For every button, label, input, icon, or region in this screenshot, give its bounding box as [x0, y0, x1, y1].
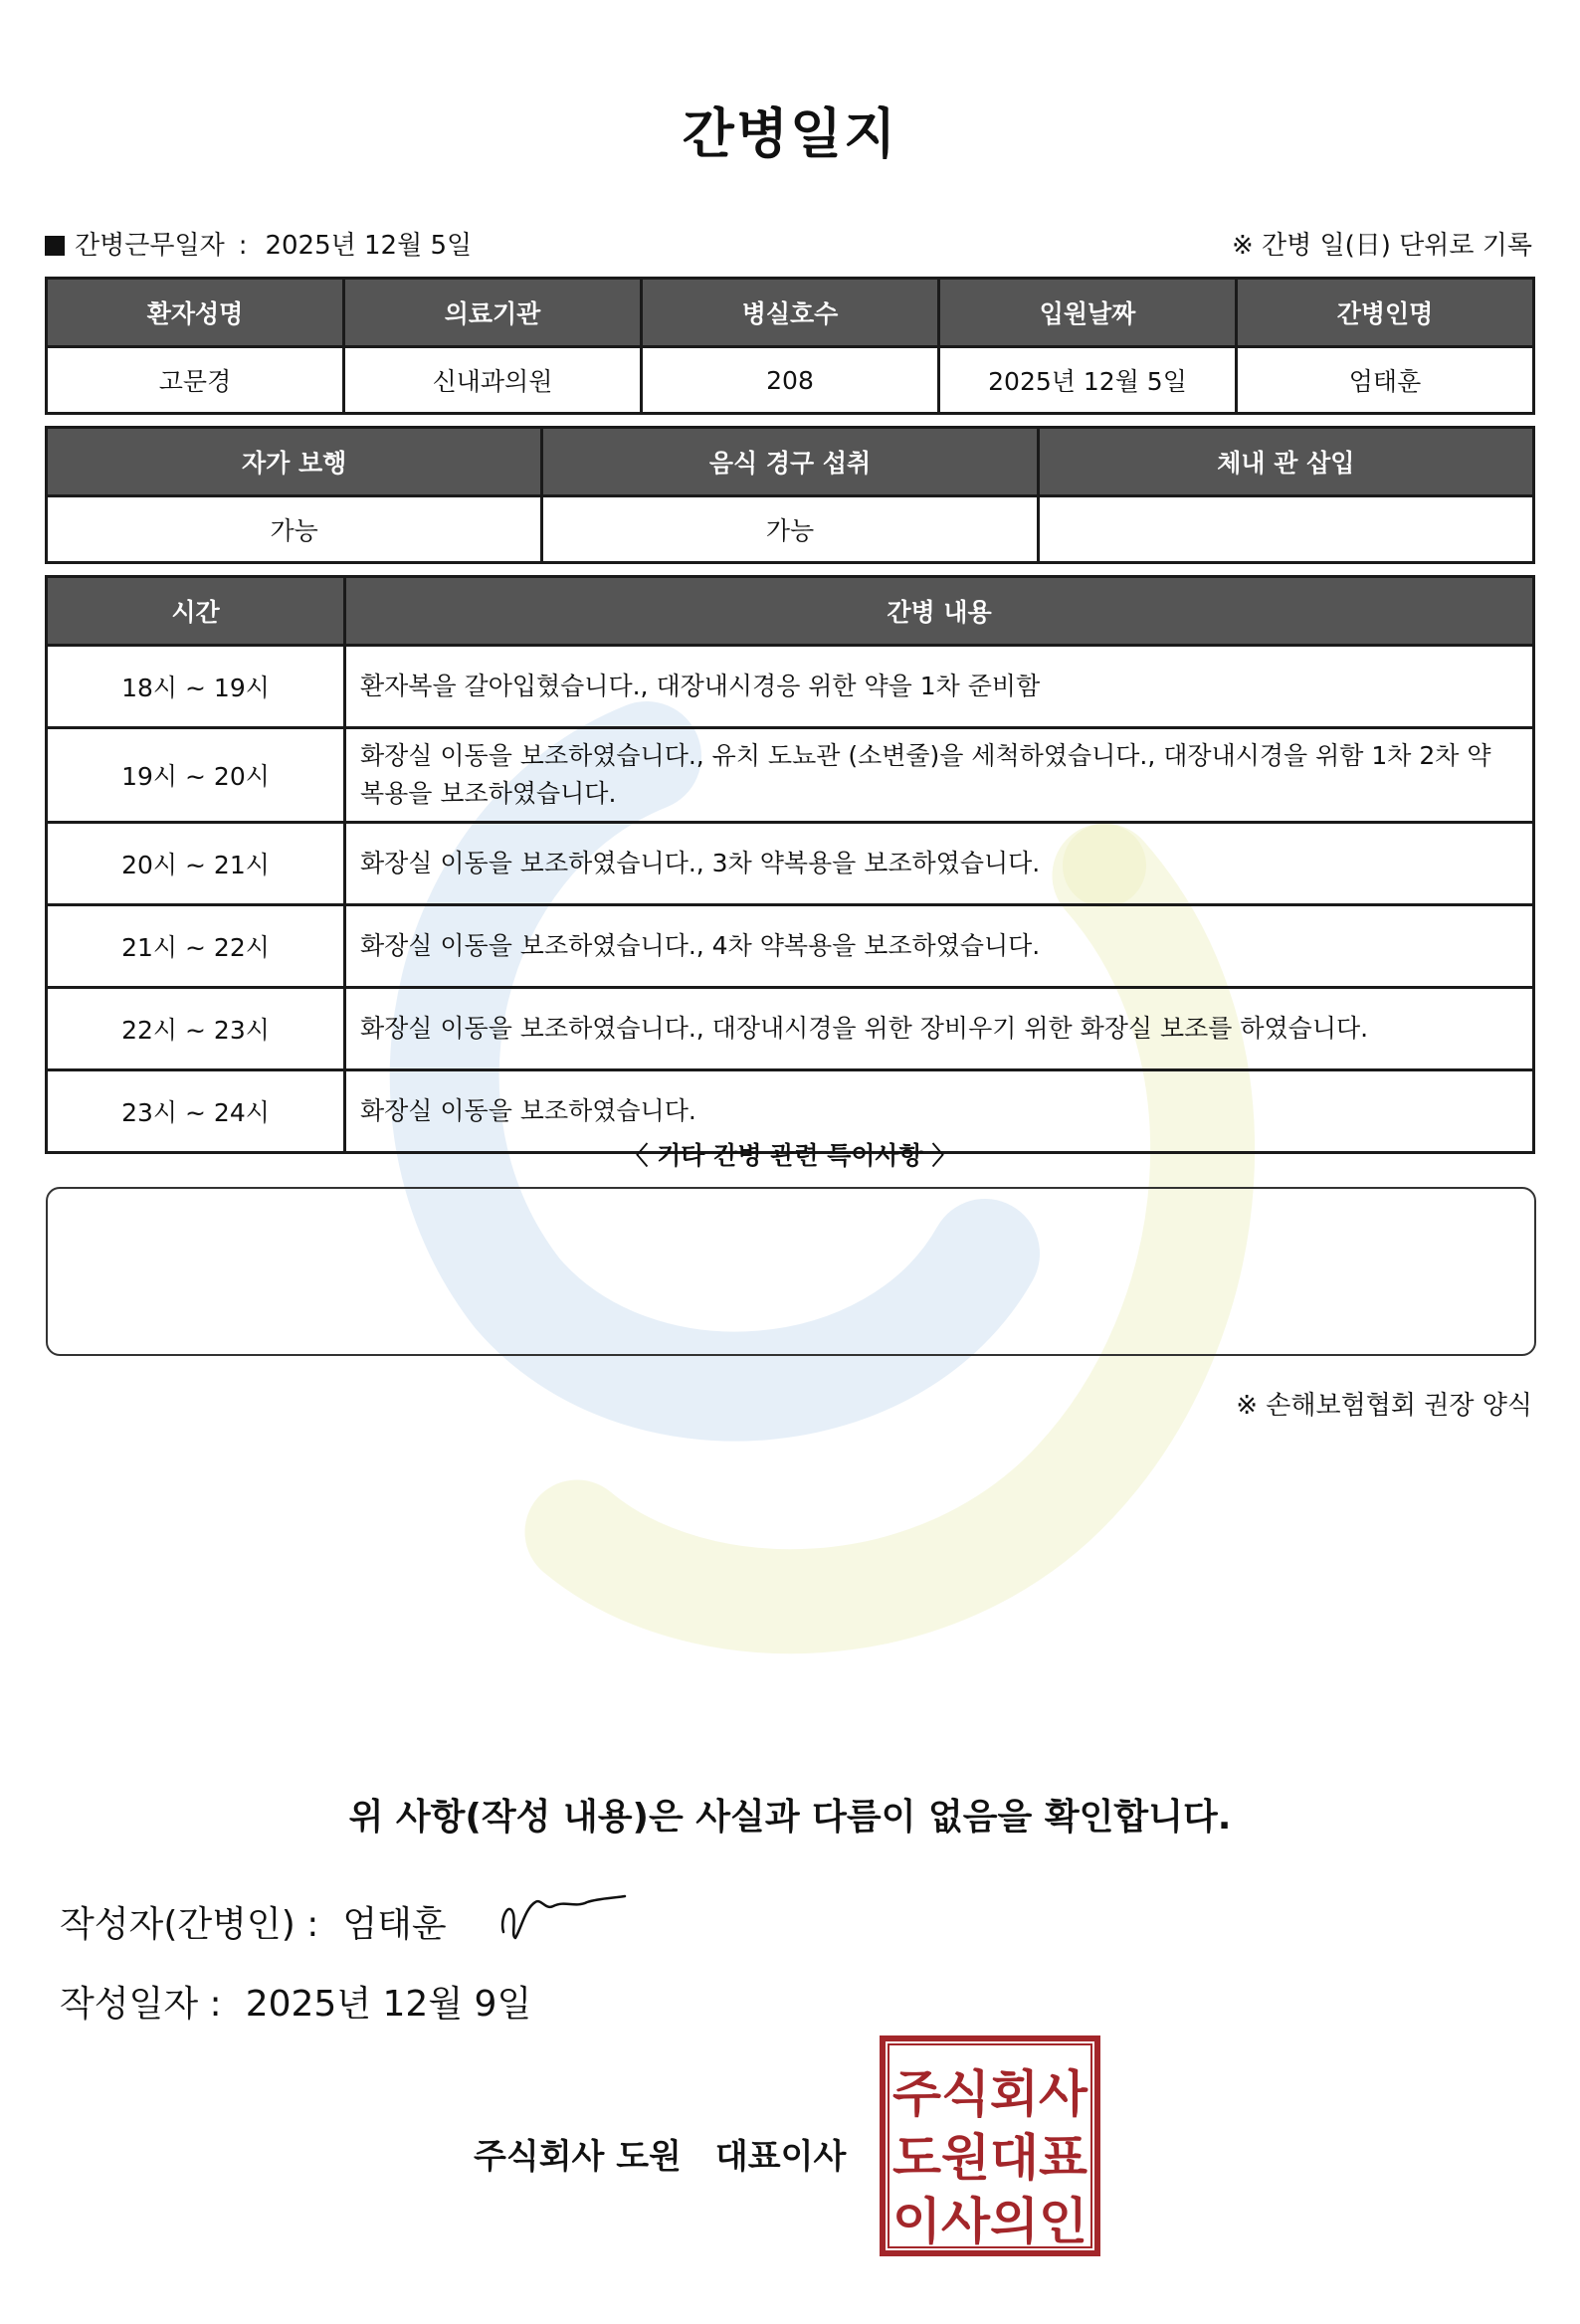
table-row: [47, 728, 1534, 823]
table-row: [47, 646, 1534, 728]
table-row: [47, 347, 1534, 414]
company-name: 주식회사 도원: [474, 2137, 682, 2177]
care-content-table: [45, 575, 1535, 1154]
room-number: 208: [642, 347, 939, 414]
care-content: 화장실 이동을 보조하였습니다.: [345, 1070, 1534, 1153]
square-bullet-icon: [45, 236, 65, 256]
work-date-separator: :: [238, 231, 248, 261]
header-time: 시간: [47, 577, 345, 646]
written-date-label: 작성일자 :: [60, 1984, 222, 2025]
patient-status-table: [45, 426, 1535, 564]
caregiver-name: 엄태훈: [1237, 347, 1534, 414]
table-row: [47, 823, 1534, 905]
svg-text:도원대표: 도원대표: [892, 2129, 1088, 2187]
svg-text:주식회사: 주식회사: [892, 2065, 1088, 2123]
writer-name: 엄태훈: [342, 1904, 447, 1945]
header-oral-intake: 음식 경구 섭취: [542, 428, 1038, 496]
unit-note: ※ 간병 일(日) 단위로 기록: [1231, 231, 1532, 261]
work-date-label: 간병근무일자: [75, 231, 225, 261]
table-row: [47, 988, 1534, 1070]
work-date-value: 2025년 12월 5일: [265, 231, 473, 261]
oral-intake-value: 가능: [542, 496, 1038, 563]
signature-icon: [495, 1888, 629, 1946]
care-content: 화장실 이동을 보조하였습니다., 4차 약복용을 보조하였습니다.: [345, 905, 1534, 988]
care-time: 22시 ~ 23시: [47, 988, 345, 1070]
confirmation-statement: 위 사항(작성 내용)은 사실과 다름이 없음을 확인합니다.: [348, 1797, 1232, 1838]
header-room-number: 병실호수: [642, 279, 939, 347]
header-self-walking: 자가 보행: [47, 428, 542, 496]
admission-date: 2025년 12월 5일: [939, 347, 1237, 414]
care-time: 18시 ~ 19시: [47, 646, 345, 728]
company-seal-icon: [880, 2035, 1100, 2256]
written-date-line: [60, 1976, 531, 2027]
care-time: 19시 ~ 20시: [47, 728, 345, 823]
self-walking-value: 가능: [47, 496, 542, 563]
remarks-title: 〈 기타 간병 관련 특이사항 〉: [623, 1141, 957, 1170]
header-tube-insertion: 체내 관 삽입: [1038, 428, 1533, 496]
tube-insertion-value: [1038, 496, 1533, 563]
table-row: [47, 496, 1534, 563]
recommend-note: ※ 손해보험협회 권장 양식: [1236, 1391, 1532, 1421]
written-date-value: 2025년 12월 9일: [245, 1984, 532, 2025]
care-content: 환자복을 갈아입혔습니다., 대장내시경응 위한 약을 1차 준비함: [345, 646, 1534, 728]
care-content: 화장실 이동을 보조하였습니다., 유치 도뇨관 (소변줄)을 세척하였습니다., 대장내시경을 위함 1차 2차 약 복용을 보조하였습니다.: [345, 728, 1534, 823]
table-row: [47, 905, 1534, 988]
svg-text:이사의인: 이사의인: [892, 2193, 1087, 2250]
care-content: 화장실 이동을 보조하였습니다., 3차 약복용을 보조하였습니다.: [345, 823, 1534, 905]
header-patient-name: 환자성명: [47, 279, 344, 347]
remarks-box: [46, 1187, 1536, 1356]
header-caregiver-name: 간병인명: [1237, 279, 1534, 347]
representative-title: 대표이사: [714, 2137, 847, 2177]
care-content: 화장실 이동을 보조하였습니다., 대장내시경을 위한 장비우기 위한 화장실 보조를 하였습니다.: [345, 988, 1534, 1070]
table-header-row: [47, 577, 1534, 646]
writer-label: 작성자(간병인) :: [60, 1904, 319, 1945]
care-time: 23시 ~ 24시: [47, 1070, 345, 1153]
hospital-name: 신내과의원: [344, 347, 642, 414]
table-header-row: [47, 428, 1534, 496]
care-time: 21시 ~ 22시: [47, 905, 345, 988]
header-admission-date: 입원날짜: [939, 279, 1237, 347]
table-header-row: [47, 279, 1534, 347]
writer-line: [60, 1896, 447, 1947]
care-time: 20시 ~ 21시: [47, 823, 345, 905]
header-care-content: 간병 내용: [345, 577, 1534, 646]
company-line: [474, 2129, 846, 2178]
patient-info-table: [45, 277, 1535, 415]
patient-name: 고문경: [47, 347, 344, 414]
header-hospital: 의료기관: [344, 279, 642, 347]
page-title: 간병일지: [682, 102, 898, 165]
work-date-line: [45, 225, 472, 262]
